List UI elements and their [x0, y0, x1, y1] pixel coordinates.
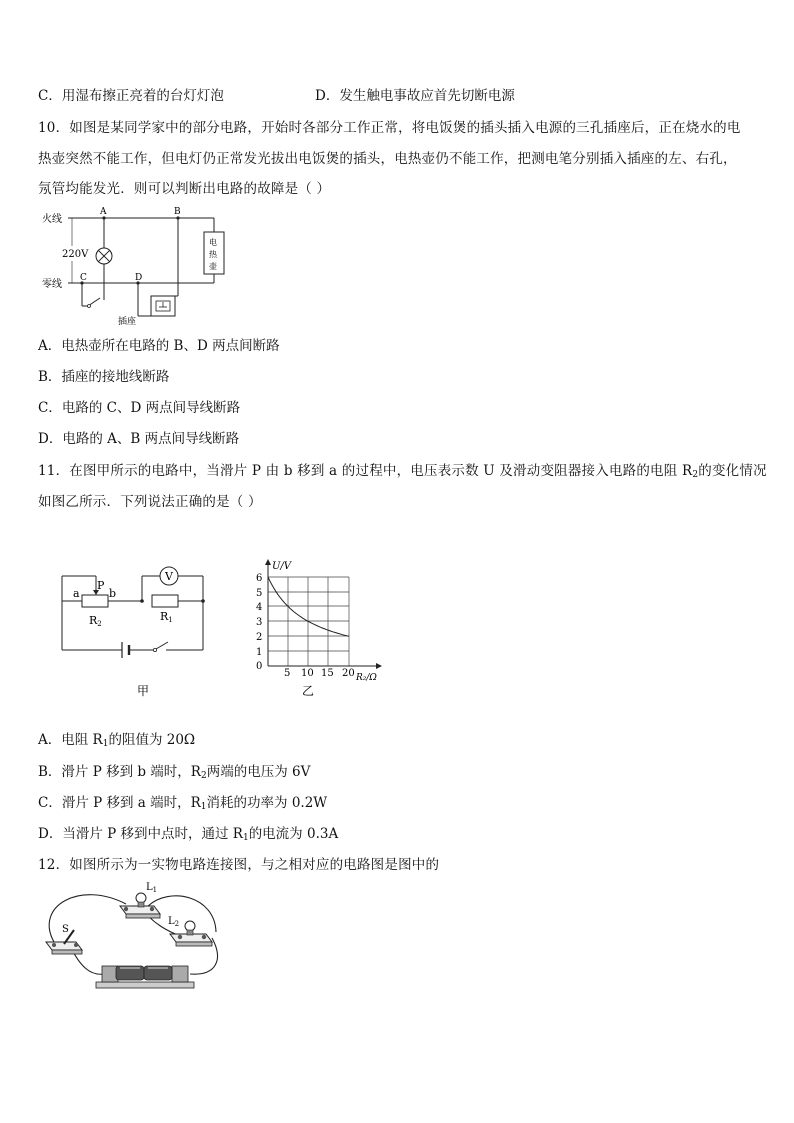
q10-option-c: C．电路的 C、D 两点间导线断路: [38, 400, 241, 416]
live-wire-label: 火线: [42, 214, 62, 225]
q10-stem-line-2: 热壶突然不能工作，但电灯仍正常发光拔出电饭煲的插头，电热壶仍不能工作，把测电笔分别插入插座的左、右孔，: [38, 151, 737, 167]
slider-p-label: P: [97, 579, 105, 592]
slider-end-b: b: [109, 587, 117, 600]
xtick-20: 20: [342, 668, 355, 679]
x-axis-label: R₂/Ω: [356, 673, 377, 683]
fig-yi-caption: 乙: [302, 684, 315, 698]
r1-resistor: [152, 595, 178, 607]
bulb-l1-icon: [136, 893, 146, 903]
voltage-label: 220V: [62, 249, 89, 260]
q11-option-d: D．当滑片 P 移到中点时，通过 $R_1$的电流为 0.3A: [38, 826, 339, 843]
q10-stem-line-3: 氖管均能发光．则可以判断出电路的故障是（ ）: [38, 181, 331, 197]
ytick-0: 0: [256, 661, 263, 672]
ytick-6: 6: [256, 573, 263, 584]
kettle-label-1: 电: [209, 238, 217, 247]
kettle-label-3: 壶: [209, 262, 217, 271]
q11-graph-yi: [244, 556, 394, 702]
kettle-label-2: 热: [209, 250, 217, 259]
q11-option-c: C．滑片 P 移到 a 端时，$R_1$消耗的功率为 0.2W: [38, 795, 328, 812]
point-a-label: A: [100, 207, 107, 217]
ytick-4: 4: [256, 602, 263, 613]
slider-end-a: a: [73, 587, 80, 600]
q11-option-a: A．电阻 $R_1$的阻值为 20Ω: [38, 732, 196, 749]
q11-option-b: B．滑片 P 移到 b 端时，$R_2$两端的电压为 6V: [38, 764, 311, 781]
q10-option-b: B．插座的接地线断路: [38, 369, 170, 385]
switch-s-label: S: [62, 924, 69, 935]
r2-resistor: [82, 595, 108, 607]
neutral-wire-label: 零线: [42, 279, 62, 290]
point-b-label: B: [174, 207, 181, 217]
xtick-10: 10: [301, 668, 314, 679]
xtick-5: 5: [284, 668, 291, 679]
q11-stem-line-2: 如图乙所示．下列说法正确的是（ ）: [38, 494, 262, 510]
q12-physical-circuit: [40, 876, 230, 998]
q10-stem-line-1: 10．如图是某同学家中的部分电路，开始时各部分工作正常，将电饭煲的插头插入电源的三孔插座后，正在烧水的电: [38, 120, 741, 136]
r1-label: R1: [160, 610, 173, 624]
point-c-label: C: [80, 273, 87, 283]
point-d-label: D: [135, 273, 143, 283]
r2-label: R2: [89, 614, 102, 628]
q9-option-d: D．发生触电事故应首先切断电源: [315, 88, 515, 104]
socket-label: 插座: [118, 317, 137, 326]
l1-label: $L_1$: [146, 882, 158, 894]
ytick-3: 3: [256, 617, 263, 628]
bulb-l2-icon: [185, 921, 195, 931]
voltmeter-label: V: [165, 570, 173, 583]
xtick-15: 15: [321, 668, 334, 679]
uv-curve: [268, 577, 349, 636]
l2-label: $L_2$: [168, 916, 180, 928]
ytick-5: 5: [256, 588, 263, 599]
q11-circuit-jia: [56, 556, 216, 702]
fig-jia-caption: 甲: [137, 684, 150, 698]
q12-stem: 12．如图所示为一实物电路连接图，与之相对应的电路图是图中的: [38, 857, 440, 873]
ytick-1: 1: [256, 647, 263, 658]
q11-stem-line-1: 11．在图甲所示的电路中，当滑片 P 由 b 移到 a 的过程中，电压表示数 U 及滑动变阻器接入电路的电阻 $R_2$的变化情况: [38, 463, 767, 480]
ytick-2: 2: [256, 632, 263, 643]
q10-option-a: A．电热壶所在电路的 B、D 两点间断路: [38, 338, 280, 354]
q9-option-c: C．用湿布擦正亮着的台灯灯泡: [38, 88, 224, 104]
y-axis-label: U/V: [272, 561, 292, 572]
q10-option-d: D．电路的 A、B 两点间导线断路: [38, 431, 240, 447]
q10-circuit-figure: [38, 204, 238, 326]
